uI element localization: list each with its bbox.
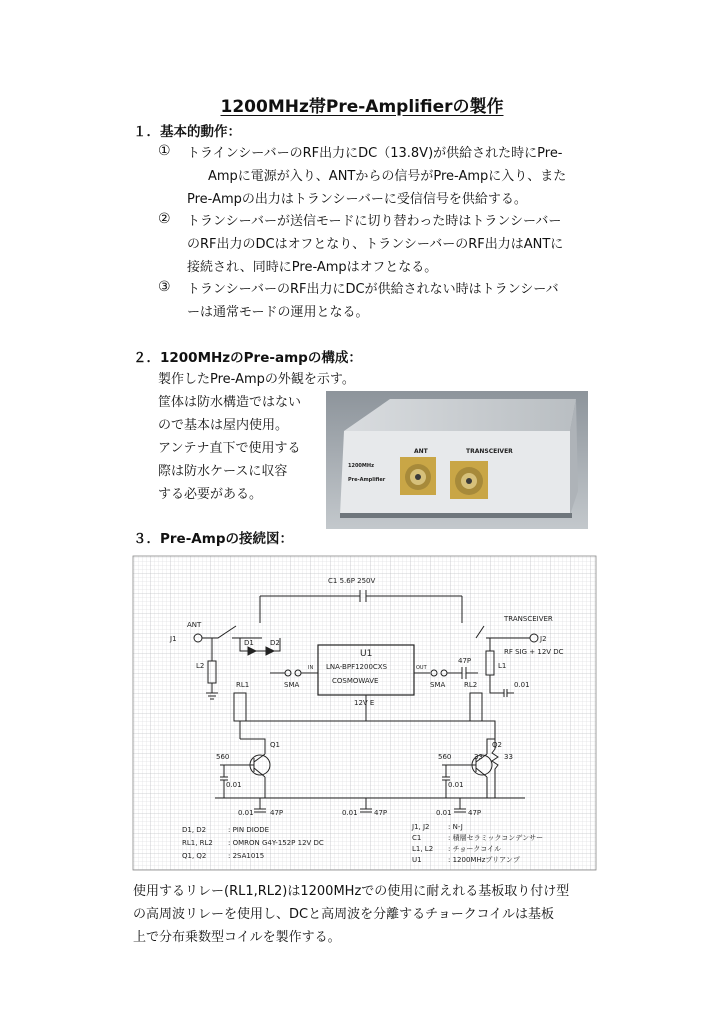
schematic-d1-label: D1 — [244, 639, 254, 647]
item3-number: ③ — [158, 279, 171, 295]
item3-line1: トランシーバーのRF出力にDCが供給されない時はトランシーバ — [187, 282, 559, 297]
schematic-l1-label: L1 — [498, 662, 507, 670]
schematic-r560b-label: 560 — [438, 753, 452, 761]
legend-q-value: : 2SA1015 — [228, 852, 265, 860]
section2-line2: 筐体は防水構造ではない — [158, 395, 302, 410]
item1-line1: トラインシーバーのRF出力にDC（13.8V)が供給された時にPre- — [187, 146, 563, 161]
schematic-u1-label: U1 — [360, 649, 373, 659]
legend-d1d2-key: D1, D2 — [182, 826, 207, 834]
legend-c1-key: C1 — [412, 834, 422, 842]
footer-line3: 上で分布乗数型コイルを製作する。 — [133, 930, 341, 945]
section2-line5: 際は防水ケースに収容 — [158, 464, 288, 479]
schematic-j1-label: J1 — [170, 635, 177, 643]
schematic-u1-maker-label: COSMOWAVE — [332, 677, 379, 685]
preamp-photo — [326, 391, 588, 529]
schematic-u1-part-label: LNA-BPF1200CXS — [326, 663, 388, 671]
item2-number: ② — [158, 211, 171, 227]
schematic-47p-label: 47P — [458, 657, 472, 665]
schematic-c001a-label: 0.01 — [514, 681, 530, 689]
photo-label-transceiver: TRANSCEIVER — [466, 448, 513, 455]
schematic-b3a-label: 0.01 — [436, 809, 452, 817]
schematic-c001b-label: 0.01 — [226, 781, 242, 789]
section2-line4: アンテナ直下で使用する — [158, 441, 301, 456]
legend-rl-key: RL1, RL2 — [182, 839, 213, 847]
legend-j-key: J1, J2 — [412, 823, 430, 831]
legend-d1d2-value: : PIN DIODE — [228, 826, 270, 834]
photo-label-ant: ANT — [414, 448, 428, 455]
legend-q-key: Q1, Q2 — [182, 852, 207, 860]
schematic-b3b-label: 47P — [468, 809, 482, 817]
schematic-rl1-label: RL1 — [236, 681, 250, 689]
schematic-b1b-label: 47P — [270, 809, 284, 817]
schematic-12ve-label: 12V E — [354, 699, 375, 707]
schematic-j2-label: J2 — [540, 635, 547, 643]
item3-line2: ーは通常モードの運用となる。 — [187, 305, 369, 320]
n-connector-ant-icon — [400, 457, 436, 495]
section2-line3: ので基本は屋内使用。 — [158, 418, 289, 433]
schematic-diagram — [130, 553, 599, 873]
footer-line1: 使用するリレー(RL1,RL2)は1200MHzでの使用に耐えれる基板取り付け型 — [133, 884, 570, 899]
item2-line2: のRF出力のDCはオフとなり、トランシーバーのRF出力はANTに — [187, 237, 564, 252]
page-title: 1200MHz帯Pre-Amplifierの製作 — [220, 97, 504, 117]
schematic-r33a-label: 33 — [474, 753, 483, 761]
section1-heading: １．基本的動作： — [133, 124, 241, 140]
schematic-rfsig-label: RF SIG + 12V DC — [504, 648, 564, 656]
schematic-in-label: IN — [308, 665, 314, 671]
schematic-d2-label: D2 — [270, 639, 280, 647]
footer-line2: の高周波リレーを使用し、DCと高周波を分離するチョークコイルは基板 — [133, 907, 555, 922]
legend-l-key: L1, L2 — [412, 845, 434, 853]
section2-line1: 製作したPre-Ampの外観を示す。 — [158, 372, 355, 387]
item2-line3: 接続され、同時にPre-Ampはオフとなる。 — [187, 260, 438, 275]
legend-j-value: : N-J — [448, 823, 463, 831]
schematic-c1-label: C1 5.6P 250V — [328, 577, 376, 585]
schematic-transceiver-label: TRANSCEIVER — [504, 615, 553, 623]
legend-l-value: : チョークコイル — [448, 845, 502, 853]
schematic-b1a-label: 0.01 — [238, 809, 254, 817]
item1-line2: Ampに電源が入り、ANTからの信号がPre-Ampに入り、また — [208, 169, 567, 184]
schematic-sma1-label: SMA — [284, 681, 300, 689]
legend-rl-value: : OMRON G4Y-152P 12V DC — [228, 839, 324, 847]
schematic-b2b-label: 47P — [374, 809, 388, 817]
section3-heading: ３．Pre-Ampの接続図： — [133, 531, 293, 547]
section2-heading: ２．1200MHzのPre-ampの構成： — [133, 350, 362, 366]
schematic-b2a-label: 0.01 — [342, 809, 358, 817]
legend-u1-key: U1 — [412, 856, 422, 864]
schematic-r560a-label: 560 — [216, 753, 230, 761]
item1-number: ① — [158, 143, 171, 159]
schematic-ant-label: ANT — [187, 621, 202, 629]
photo-label-1200mhz: 1200MHz — [348, 463, 374, 469]
item2-line1: トランシーバーが送信モードに切り替わった時はトランシーバー — [187, 214, 562, 229]
schematic-r33b-label: 33 — [504, 753, 513, 761]
schematic-l2-label: L2 — [196, 662, 205, 670]
legend-c1-value: : 積層セラミックコンデンサー — [448, 834, 544, 842]
schematic-rl2-label: RL2 — [464, 681, 478, 689]
schematic-q2-label: Q2 — [492, 741, 502, 749]
n-connector-transceiver-icon — [450, 461, 488, 499]
schematic-q1-label: Q1 — [270, 741, 280, 749]
legend-u1-value: : 1200MHzプリアンプ — [448, 856, 520, 864]
item1-line3: Pre-Ampの出力はトランシーバーに受信信号を供給する。 — [187, 192, 527, 207]
schematic-out-label: OUT — [416, 665, 427, 671]
photo-label-preamplifier: Pre-Amplifier — [348, 477, 386, 483]
schematic-sma2-label: SMA — [430, 681, 446, 689]
section2-line6: する必要がある。 — [158, 487, 263, 502]
schematic-c001c-label: 0.01 — [448, 781, 464, 789]
